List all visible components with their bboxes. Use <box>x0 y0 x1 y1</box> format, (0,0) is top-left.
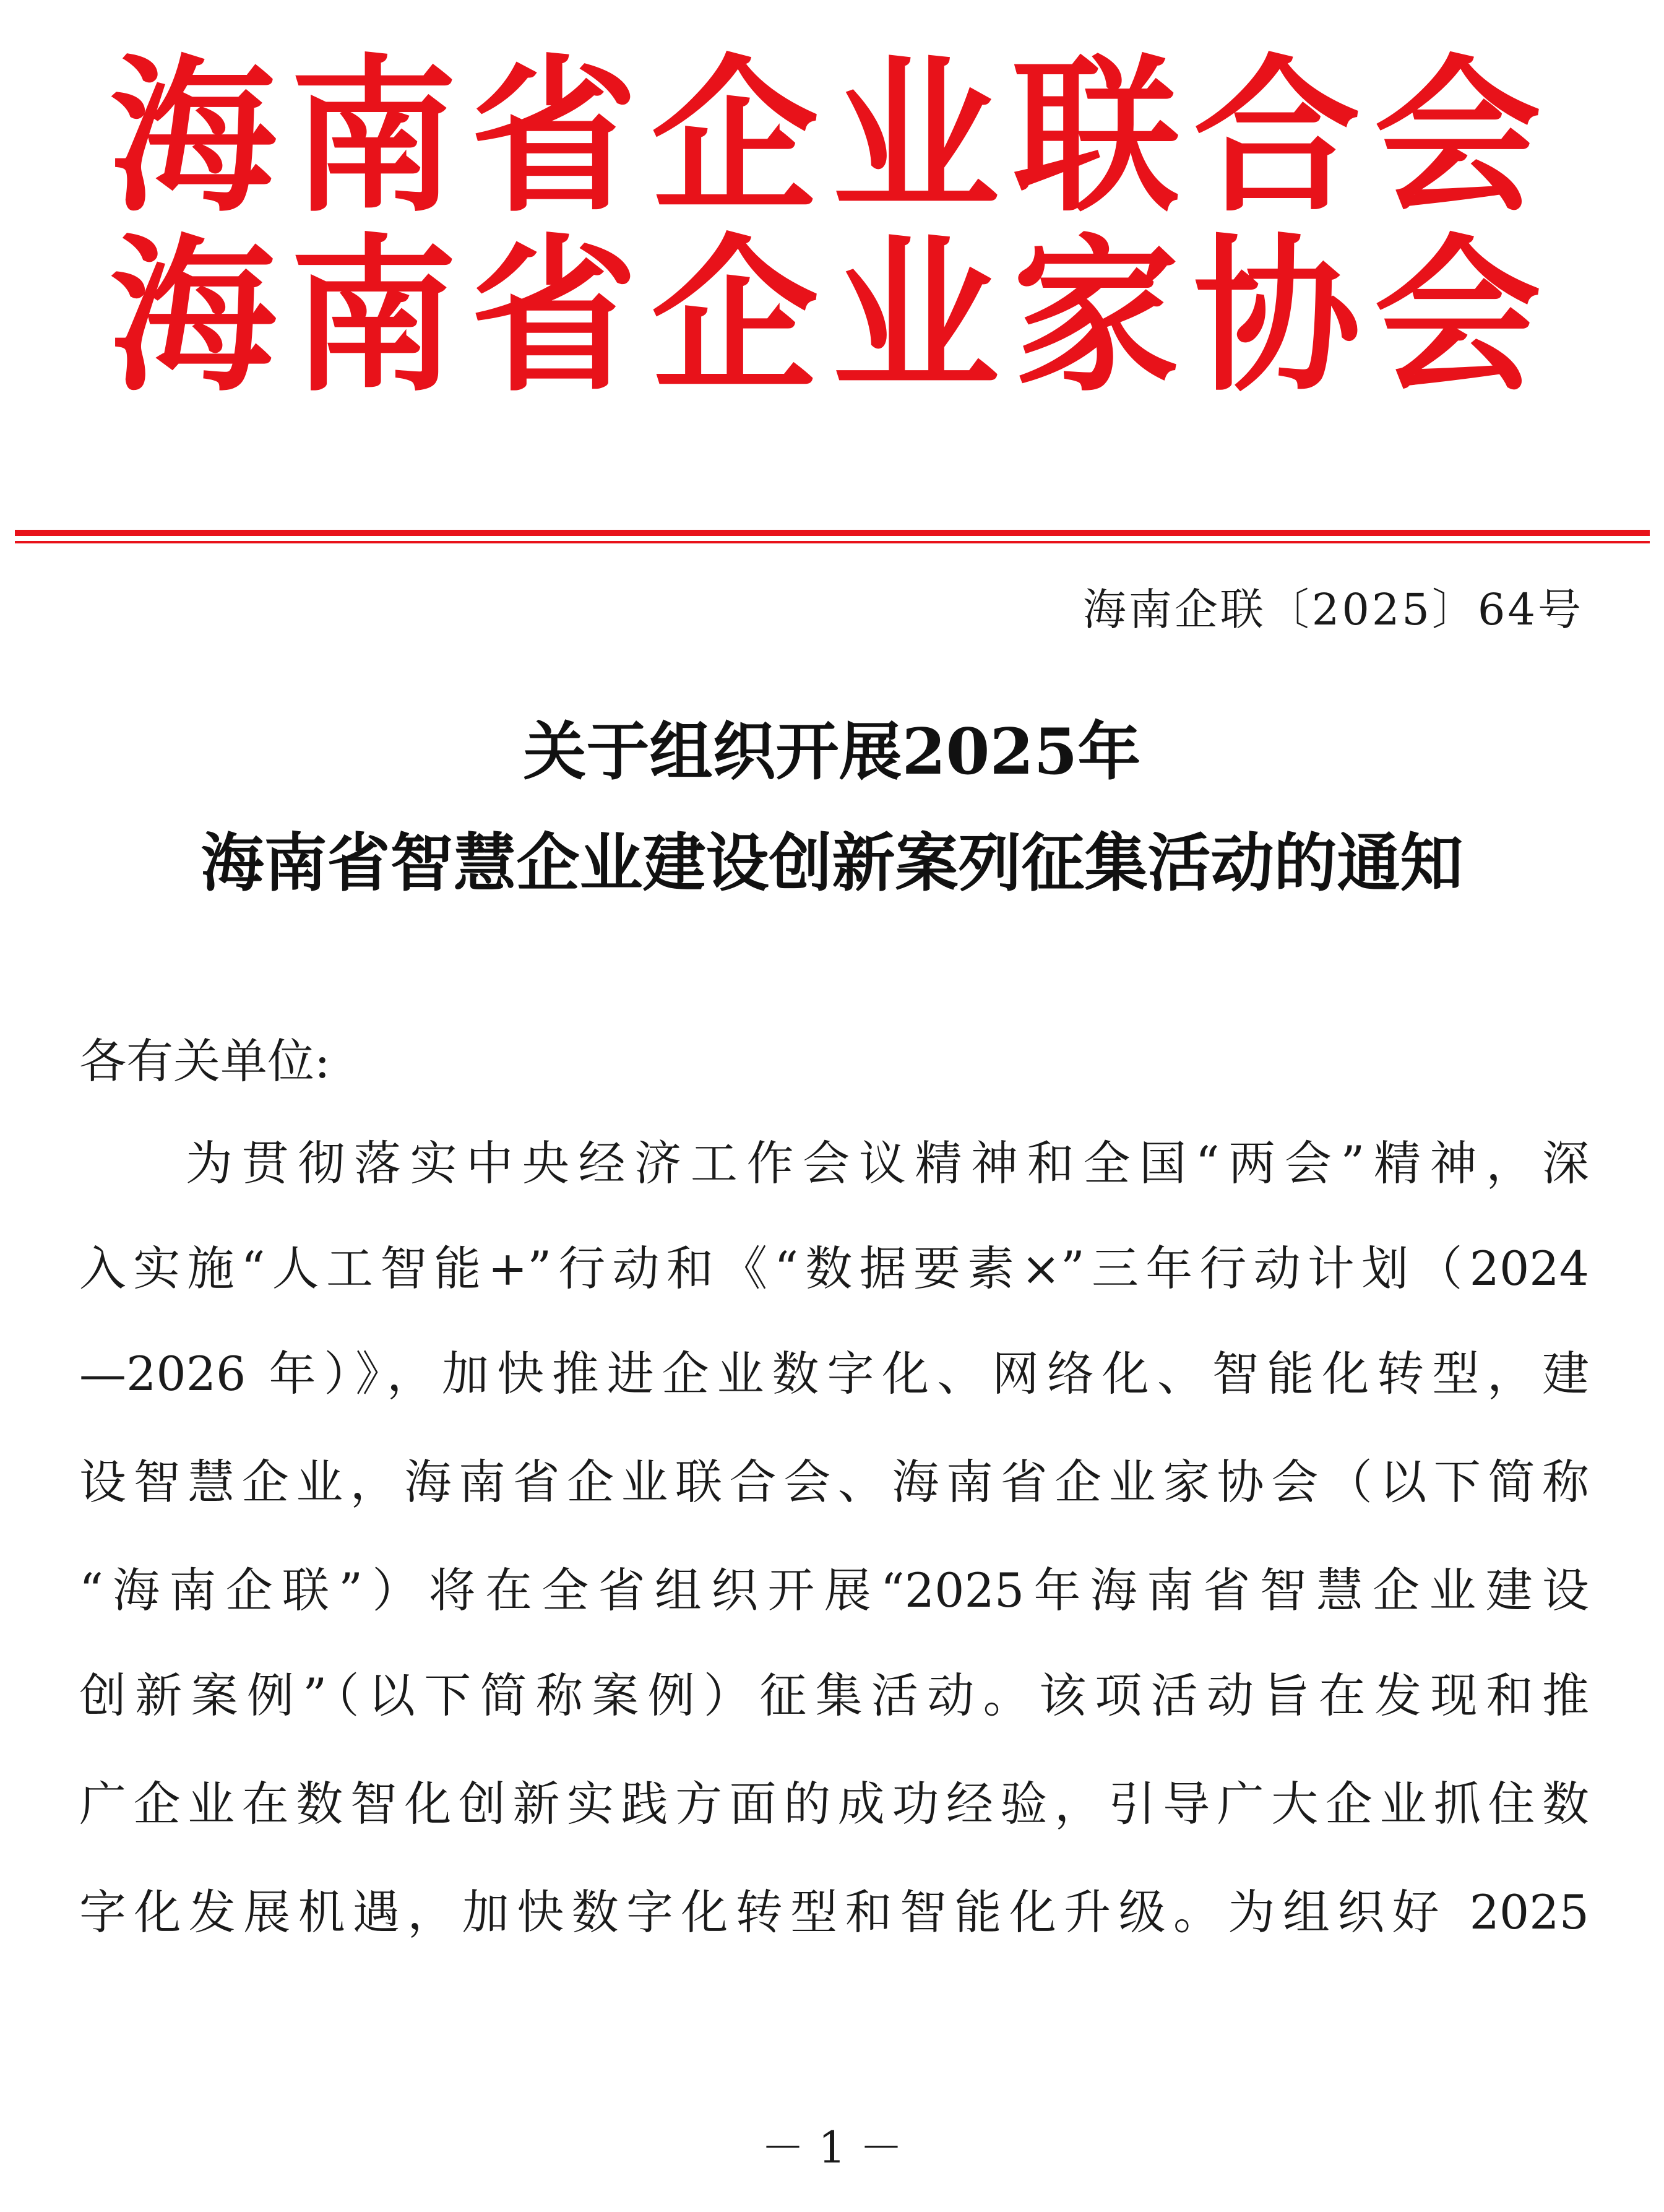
salutation: 各有关单位: <box>79 1034 330 1089</box>
document-title-line-1: 关于组织开展2025年 <box>523 715 1141 789</box>
body-line: 广企业在数智化创新实践方面的成功经验，引导广大企业抓住数 <box>79 1776 1589 1831</box>
body-line: 创新案例”（以下简称案例）征集活动。该项活动旨在发现和推 <box>79 1668 1589 1723</box>
document-number: 海南企联〔2025〕64号 <box>1082 584 1584 635</box>
body-line: 入实施“人工智能+”行动和《“数据要素×”三年行动计划（2024 <box>79 1241 1589 1296</box>
page-number: － 1 － <box>761 2122 903 2173</box>
body-line: 设智慧企业，海南省企业联合会、海南省企业家协会（以下简称 <box>79 1454 1589 1510</box>
body-line: 为贯彻落实中央经济工作会议精神和全国“两会”精神，深 <box>186 1136 1589 1191</box>
body-line: —2026 年）》，加快推进企业数字化、网络化、智能化转型，建 <box>79 1346 1589 1401</box>
org-name-line-1: 海南省企业联合会 <box>109 38 1555 235</box>
red-divider-thin <box>15 541 1650 543</box>
org-name-line-2: 海南省企业家协会 <box>109 217 1555 414</box>
body-line: “海南企联”）将在全省组织开展“2025年海南省智慧企业建设 <box>79 1563 1589 1618</box>
body-line: 字化发展机遇，加快数字化转型和智能化升级。为组织好 2025 <box>79 1885 1589 1940</box>
document-title-line-2: 海南省智慧企业建设创新案列征集活动的通知 <box>200 826 1464 901</box>
red-divider-thick <box>15 530 1650 536</box>
